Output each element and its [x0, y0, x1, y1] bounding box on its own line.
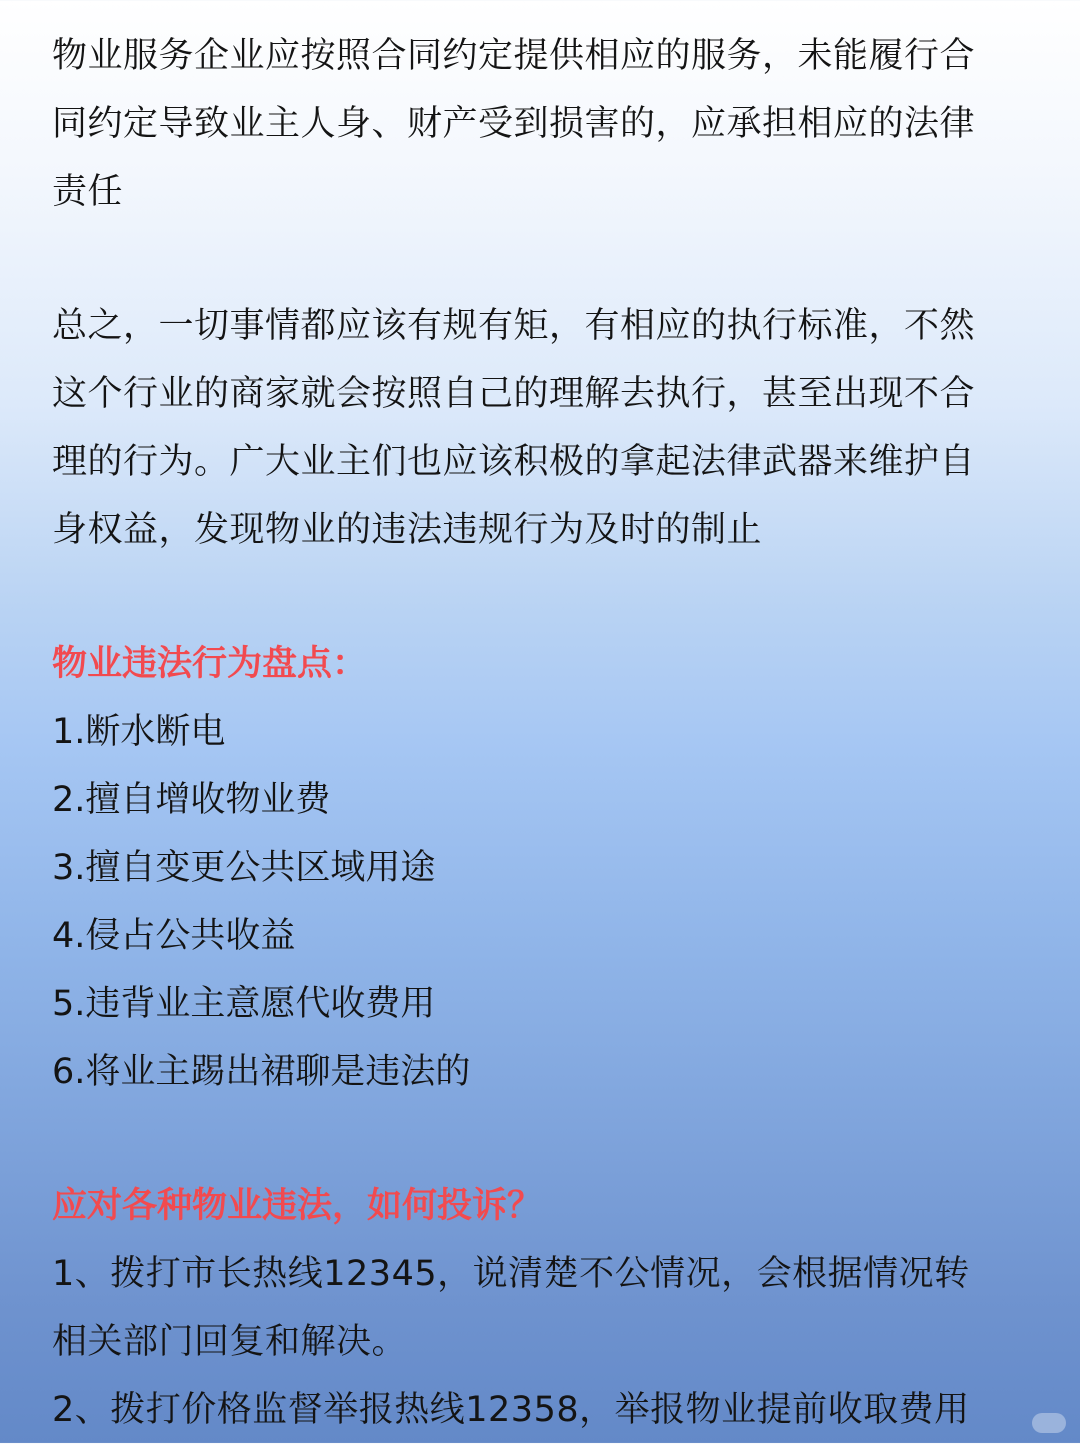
violations-list: [52, 698, 470, 1106]
list-item: 6.将业主踢出裙聊是违法的: [52, 1052, 471, 1092]
summary-paragraph: [52, 292, 1022, 564]
list-item: 1.断水断电: [52, 712, 226, 752]
complaints-line-3: 2、拨打价格监督举报热线12358，举报物业提前收取费用: [52, 1390, 970, 1430]
summary-line-4: 身权益，发现物业的违法违规行为及时的制止: [52, 510, 763, 550]
complaints-line-1: 1、拨打市长热线12345，说清楚不公情况，会根据情况转: [52, 1254, 970, 1294]
summary-line-2: 这个行业的商家就会按照自己的理解去执行，甚至出现不合: [52, 374, 976, 414]
list-item: 4.侵占公共收益: [52, 916, 296, 956]
intro-line-2: 同约定导致业主人身、财产受到损害的，应承担相应的法律: [52, 104, 976, 144]
intro-line-3: 责任: [52, 172, 124, 212]
intro-paragraph: [52, 22, 1022, 226]
complaints-paragraph: [52, 1240, 1022, 1444]
complaints-heading: 应对各种物业违法，如何投诉？: [52, 1186, 543, 1226]
list-item: 3.擅自变更公共区域用途: [52, 848, 436, 888]
list-item: 2.擅自增收物业费: [52, 780, 331, 820]
violations-heading: 物业违法行为盘点：: [52, 644, 368, 684]
intro-line-1: 物业服务企业应按照合同约定提供相应的服务，未能履行合: [52, 36, 976, 76]
list-item: 5.违背业主意愿代收费用: [52, 984, 436, 1024]
summary-line-3: 理的行为。广大业主们也应该积极的拿起法律武器来维护自: [52, 442, 976, 482]
summary-line-1: 总之，一切事情都应该有规有矩，有相应的执行标准，不然: [52, 306, 976, 346]
complaints-line-2: 相关部门回复和解决。: [52, 1322, 408, 1362]
watermark-icon: [1032, 1413, 1066, 1433]
